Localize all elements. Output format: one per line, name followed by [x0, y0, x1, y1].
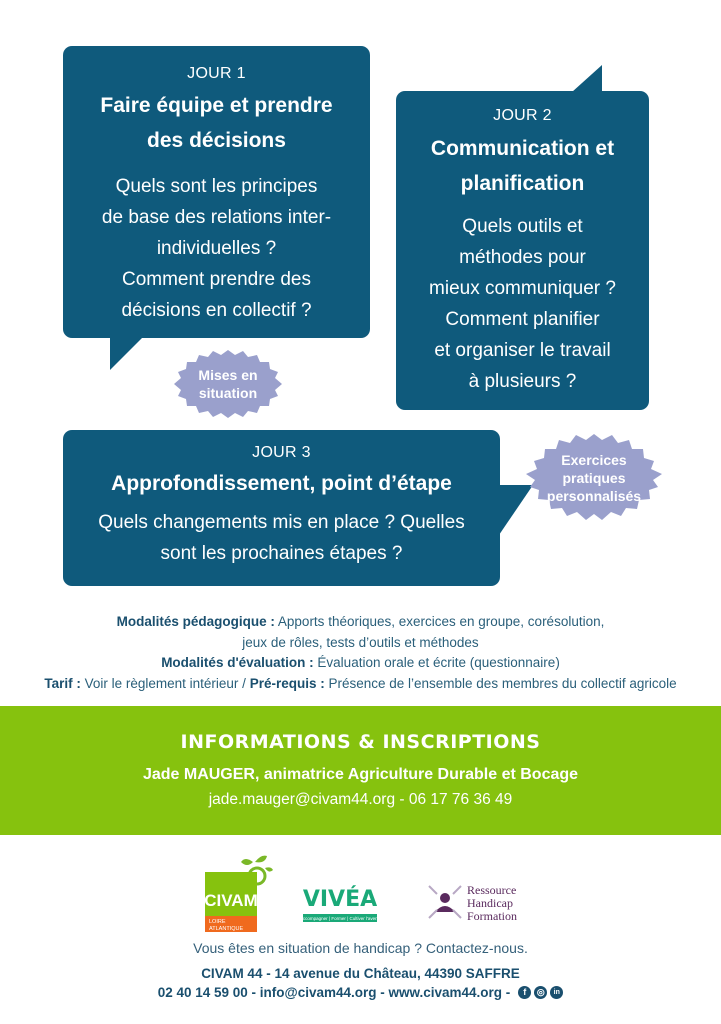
social-links: [518, 986, 563, 999]
modalites-pedagogique-cont: jeux de rôles, tests d’outils et méthodes: [242, 634, 479, 650]
svg-text:Formation: Formation: [467, 909, 517, 923]
badge-line: personnalisés: [546, 488, 642, 504]
label: Tarif :: [44, 675, 81, 691]
day1-label: JOUR 1: [187, 65, 246, 82]
day2-question-line: et organiser le travail: [434, 340, 611, 361]
info-contact[interactable]: jade.mauger@civam44.org - 06 17 76 36 49: [208, 791, 513, 808]
civam-logo: [203, 850, 273, 932]
svg-text:VIVÉA: VIVÉA: [302, 887, 378, 912]
day2-question-line: à plusieurs ?: [468, 371, 577, 392]
value: Évaluation orale et écrite (questionnaire): [313, 655, 560, 670]
day2-title: [396, 131, 649, 201]
tarif-prerequis: [0, 674, 721, 695]
bubble-tail: [110, 337, 143, 370]
badge-line: Exercices: [561, 452, 627, 468]
handicap-notice: Vous êtes en situation de handicap ? Contactez-nous.: [193, 940, 528, 956]
instagram-icon[interactable]: ◎: [534, 986, 547, 999]
day3-questions: [63, 507, 500, 569]
day3-title: [63, 466, 500, 501]
badge-mises-en-situation: [173, 348, 283, 420]
contact-text[interactable]: 02 40 14 59 00 - info@civam44.org - www.civam44.org -: [157, 985, 511, 1000]
day3-question-line: sont les prochaines étapes ?: [160, 543, 403, 564]
day1-question-line: de base des relations inter-: [101, 207, 332, 228]
badge-line: Mises en: [198, 367, 258, 383]
day3-title-line: Approfondissement, point d’étape: [111, 472, 452, 495]
svg-text:CIVAM: CIVAM: [204, 891, 258, 910]
label: Modalités pédagogique :: [116, 614, 275, 629]
label: Modalités d'évaluation :: [161, 655, 314, 670]
footer: [0, 940, 721, 1002]
modalites-evaluation: [0, 653, 721, 674]
svg-text:Ressource: Ressource: [467, 883, 517, 897]
day1-question-line: individuelles ?: [156, 238, 277, 259]
partner-logos: [0, 850, 721, 935]
svg-text:ATLANTIQUE: ATLANTIQUE: [209, 926, 244, 932]
day1-questions: [63, 171, 370, 326]
value: Voir le règlement intérieur /: [80, 675, 250, 691]
day1-title-line: Faire équipe et prendre: [100, 94, 333, 117]
bubble-tail: [572, 65, 602, 92]
day2-question-line: mieux communiquer ?: [429, 278, 616, 299]
day2-question-line: méthodes pour: [459, 247, 586, 268]
day1-title-line: des décisions: [147, 129, 286, 152]
day3-question-line: Quels changements mis en place ? Quelles: [98, 512, 465, 533]
day3-label: JOUR 3: [252, 444, 311, 461]
label: Pré-requis :: [249, 675, 325, 691]
day2-title-line: Communication et: [430, 137, 615, 160]
badge-line: pratiques: [562, 470, 626, 486]
badge-exercices-pratiques: [522, 432, 666, 524]
ressource-handicap-formation-logo: [425, 880, 535, 925]
value: Apports théoriques, exercices en groupe, corésolution,: [274, 614, 605, 629]
info-person: Jade MAUGER, animatrice Agriculture Durable et Bocage: [142, 766, 579, 783]
svg-text:LOIRE: LOIRE: [209, 919, 226, 925]
day1-title: [63, 88, 370, 158]
info-banner: [0, 706, 721, 835]
contact-line: [158, 985, 564, 1000]
day3-bubble: [63, 430, 500, 586]
day2-question-line: Quels outils et: [462, 216, 583, 237]
svg-text:Accompagner | Former | Cultive: Accompagner | Former | Cultiver l'avenir: [300, 916, 380, 921]
info-heading: INFORMATIONS & INSCRIPTIONS: [180, 731, 541, 753]
svg-text:Handicap: Handicap: [467, 896, 513, 910]
day1-question-line: Quels sont les principes: [115, 176, 318, 197]
day2-questions: [396, 211, 649, 397]
facebook-icon[interactable]: f: [518, 986, 531, 999]
day2-question-line: Comment planifier: [445, 309, 600, 330]
badge-text: [198, 366, 257, 402]
day2-label: JOUR 2: [493, 107, 552, 124]
day1-bubble: [63, 46, 370, 338]
badge-line: situation: [198, 385, 258, 401]
day2-title-line: planification: [460, 172, 585, 195]
badge-text: [547, 451, 641, 505]
linkedin-icon[interactable]: in: [550, 986, 563, 999]
address: CIVAM 44 - 14 avenue du Château, 44390 SAFFRE: [201, 966, 520, 981]
modalites-section: [0, 612, 721, 694]
day2-bubble: [396, 91, 649, 410]
modalites-pedagogique: [0, 612, 721, 633]
value: Présence de l’ensemble des membres du collectif agricole: [324, 675, 677, 691]
day1-question-line: décisions en collectif ?: [121, 300, 312, 321]
vivea-logo: [300, 878, 380, 926]
day1-question-line: Comment prendre des: [121, 269, 312, 290]
